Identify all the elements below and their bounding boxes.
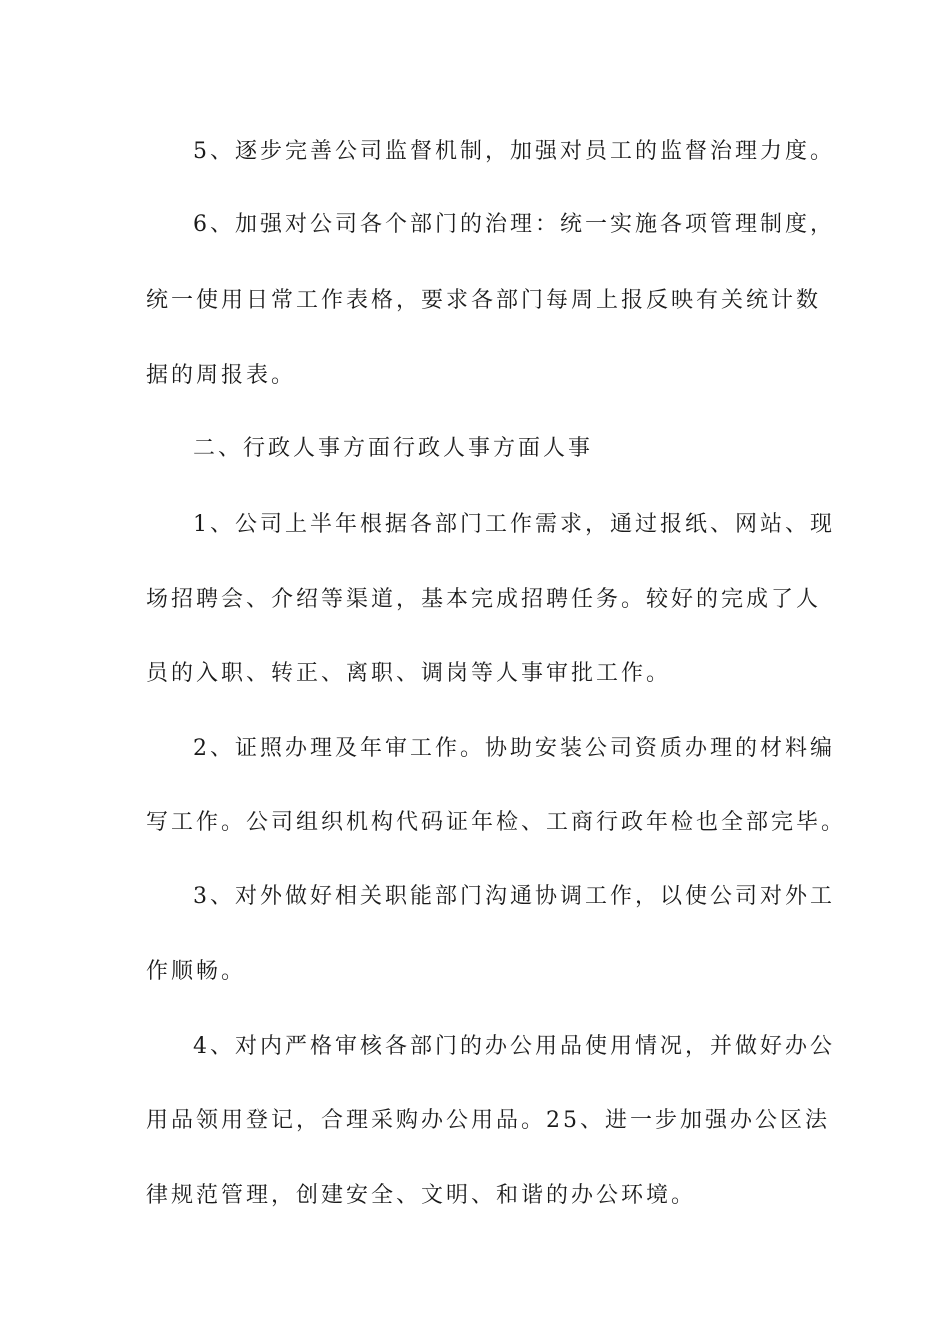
paragraph-1-line-3: 员的入职、转正、离职、调岗等人事审批工作。 [146,661,672,686]
paragraph-1-line-1: 1、公司上半年根据各部门工作需求，通过报纸、网站、现 [193,512,835,537]
paragraph-6-line-3: 据的周报表。 [146,363,297,388]
paragraph-6-line-1: 6、加强对公司各个部门的治理：统一实施各项管理制度， [193,212,835,237]
paragraph-2-line-1: 2、证照办理及年审工作。协助安装公司资质办理的材料编 [193,736,835,761]
paragraph-4-line-2: 用品领用登记，合理采购办公用品。25、进一步加强办公区法 [146,1108,830,1133]
paragraph-6-line-2: 统一使用日常工作表格，要求各部门每周上报反映有关统计数 [146,288,822,313]
paragraph-4-line-3: 律规范管理，创建安全、文明、和谐的办公环境。 [146,1183,697,1208]
paragraph-3-line-1: 3、对外做好相关职能部门沟通协调工作，以使公司对外工 [193,884,835,909]
section-heading-admin-hr: 二、行政人事方面行政人事方面人事 [193,436,594,461]
paragraph-5-line-1: 5、逐步完善公司监督机制，加强对员工的监督治理力度。 [193,139,835,164]
paragraph-1-line-2: 场招聘会、介绍等渠道，基本完成招聘任务。较好的完成了人 [146,587,822,612]
paragraph-2-line-2: 写工作。公司组织机构代码证年检、工商行政年检也全部完毕。 [146,810,847,835]
paragraph-3-line-2: 作顺畅。 [146,959,247,984]
paragraph-4-line-1: 4、对内严格审核各部门的办公用品使用情况，并做好办公 [193,1034,835,1059]
